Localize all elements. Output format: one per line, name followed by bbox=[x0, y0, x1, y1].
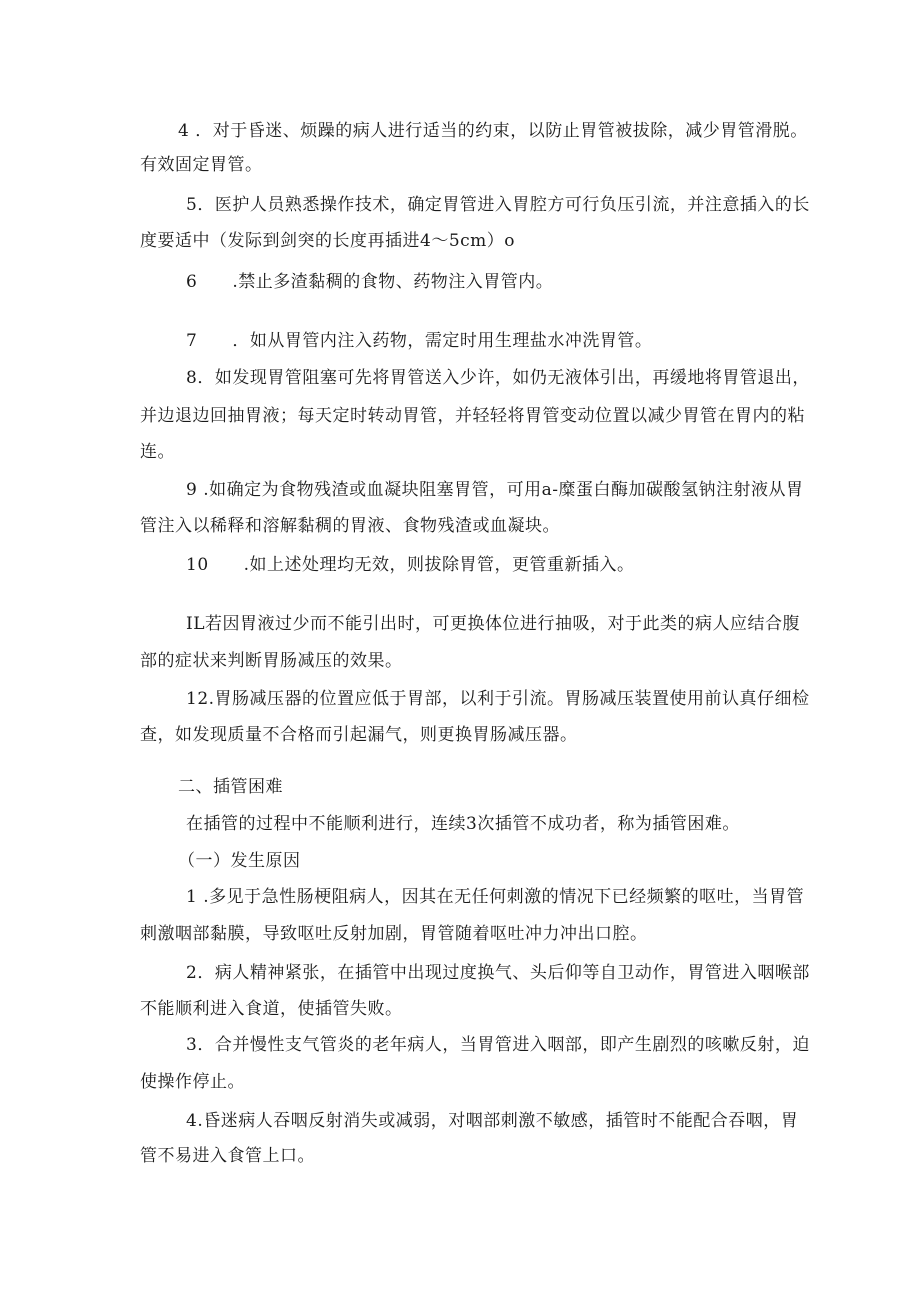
item-7: 7 ．如从胃管内注入药物，需定时用生理盐水冲洗胃管。 bbox=[186, 331, 653, 351]
item-8-line-3: 连。 bbox=[140, 442, 175, 462]
cause-4-line-1: 4.昏迷病人吞咽反射消失或减弱，对咽部刺激不敏感，插管时不能配合吞咽，胃 bbox=[186, 1111, 799, 1131]
item-12-line-1: 12.胃肠减压器的位置应低于胃部，以利于引流。胃肠减压装置使用前认真仔细检 bbox=[186, 689, 810, 709]
cause-2-line-1: 2．病人精神紧张，在插管中出现过度换气、头后仰等自卫动作，胃管进入咽喉部 bbox=[186, 963, 810, 983]
item-9-line-2: 管注入以稀释和溶解黏稠的胃液、食物残渣或血凝块。 bbox=[140, 516, 560, 536]
item-11-line-1: IL若因胃液过少而不能引出时，可更换体位进行抽吸，对于此类的病人应结合腹 bbox=[186, 614, 801, 634]
item-8-line-1: 8．如发现胃管阻塞可先将胃管送入少许，如仍无液体引出，再缓地将胃管退出， bbox=[186, 368, 810, 388]
item-10: 10 .如上述处理均无效，则拔除胃管，更管重新插入。 bbox=[186, 555, 635, 575]
item-9-line-1: 9 .如确定为食物残渣或血凝块阻塞胃管，可用a-糜蛋白酶加碳酸氢钠注射液从胃 bbox=[186, 480, 804, 500]
item-11-line-2: 部的症状来判断胃肠减压的效果。 bbox=[140, 651, 403, 671]
subsection-heading: （一）发生原因 bbox=[178, 851, 301, 871]
section-intro: 在插管的过程中不能顺利进行，连续3次插管不成功者，称为插管困难。 bbox=[186, 814, 740, 834]
item-4-line-1: 4 ．对于昏迷、烦躁的病人进行适当的约束，以防止胃管被拔除，减少胃管滑脱。 bbox=[178, 121, 808, 141]
item-12-line-2: 查，如发现质量不合格而引起漏气，则更换胃肠减压器。 bbox=[140, 725, 578, 745]
cause-3-line-2: 使操作停止。 bbox=[140, 1072, 245, 1092]
cause-4-line-2: 管不易进入食管上口。 bbox=[140, 1146, 315, 1166]
cause-1-line-2: 刺激咽部黏膜，导致呕吐反射加剧，胃管随着呕吐冲力冲出口腔。 bbox=[140, 924, 648, 944]
cause-2-line-2: 不能顺利进入食道，使插管失败。 bbox=[140, 999, 403, 1019]
cause-3-line-1: 3．合并慢性支气管炎的老年病人，当胃管进入咽部，即产生剧烈的咳嗽反射，迫 bbox=[186, 1035, 810, 1055]
item-6: 6 .禁止多渣黏稠的食物、药物注入胃管内。 bbox=[186, 272, 554, 292]
item-5-line-1: 5．医护人员熟悉操作技术，确定胃管进入胃腔方可行负压引流，并注意插入的长 bbox=[186, 195, 810, 215]
item-4-line-2: 有效固定胃管。 bbox=[140, 155, 263, 175]
section-heading: 二、插管困难 bbox=[178, 777, 283, 797]
item-5-line-2: 度要适中（发际到剑突的长度再插进4～5cm）o bbox=[140, 231, 516, 251]
item-8-line-2: 并边退边回抽胃液；每天定时转动胃管，并轻轻将胃管变动位置以减少胃管在胃内的粘 bbox=[140, 406, 805, 426]
cause-1-line-1: 1 .多见于急性肠梗阻病人，因其在无任何刺激的情况下已经频繁的呕吐，当胃管 bbox=[186, 887, 805, 907]
